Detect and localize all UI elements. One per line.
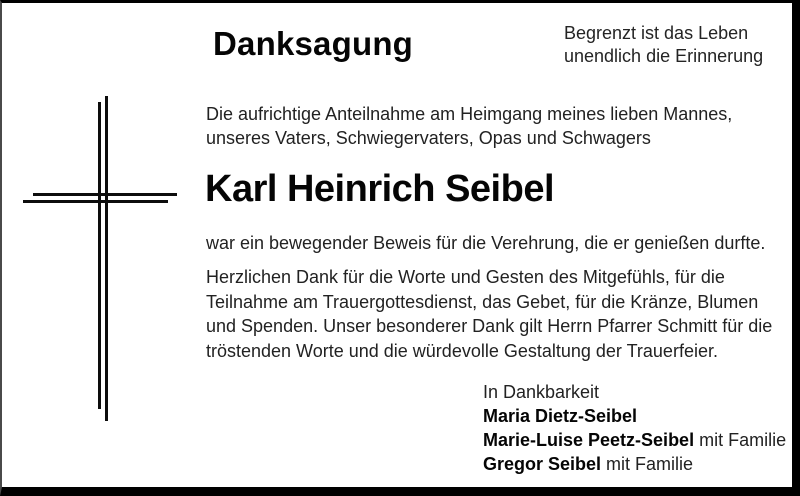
signature-line: [483, 428, 786, 452]
signature-block: [483, 380, 786, 476]
deceased-name: Karl Heinrich Seibel: [205, 168, 555, 210]
thanks-text: Herzlichen Dank für die Worte und Gesten des Mitgefühls, für die Teilnahme am Trauergottesdienst, das Gebet, für die Kränze, Blumen und Spenden. Unser besonderer Dank gilt Herrn Pfarrer Schmitt für die tröstenden Worte und die würdevolle Gestaltung der Trauerfeier.: [206, 267, 773, 361]
mourner-suffix: mit Familie: [601, 454, 694, 474]
cross-horizontal-bottom-stroke: [23, 200, 168, 203]
cross-vertical-left-stroke: [98, 102, 101, 409]
epigraph-line-2: unendlich die Erinnerung: [564, 46, 764, 66]
tribute-text: war ein bewegender Beweis für die Verehrung, die er genießen durfte.: [206, 233, 766, 253]
cross-vertical-right-stroke: [105, 96, 108, 421]
intro-text: Die aufrichtige Anteilnahme am Heimgang meines lieben Mannes, unseres Vaters, Schwiegervaters, Opas und Schwagers: [206, 104, 733, 148]
mourner-suffix: mit Familie: [694, 430, 787, 450]
mourner-name: Gregor Seibel: [483, 454, 602, 474]
epigraph: [564, 22, 763, 68]
signature-line: [483, 452, 786, 476]
signature-line: [483, 404, 786, 428]
signature-salutation: In Dankbarkeit: [483, 382, 600, 402]
notice-title: Danksagung: [213, 25, 414, 62]
mourner-name: Marie-Luise Peetz-Seibel: [483, 430, 695, 450]
epigraph-line-1: Begrenzt ist das Leben: [564, 23, 749, 43]
mourner-name: Maria Dietz-Seibel: [483, 406, 638, 426]
cross-horizontal-top-stroke: [33, 193, 177, 196]
